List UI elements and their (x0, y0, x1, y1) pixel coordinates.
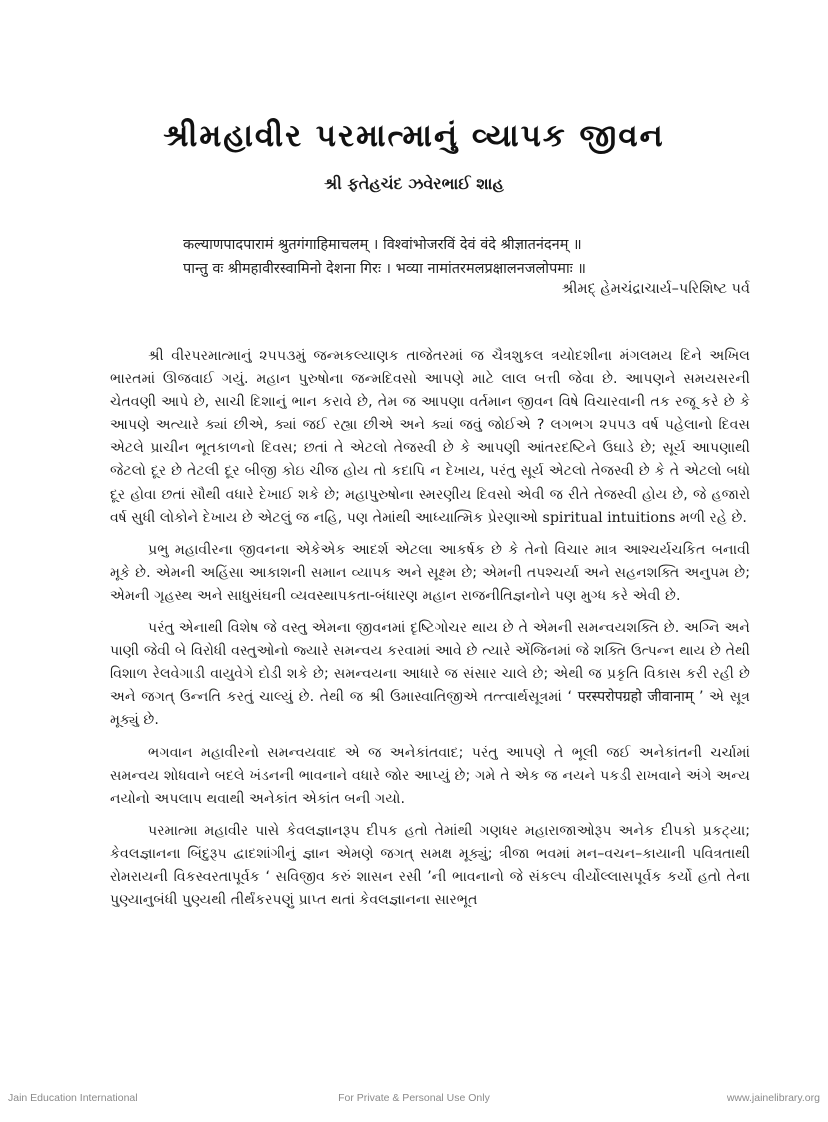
article-title: શ્રીમહાવીર પરમાત્માનું વ્યાપક જીવન (163, 118, 665, 154)
paragraph-1-text: શ્રી વીરપરમાત્માનું ૨૫૫૩મું જન્મકલ્યાણક તાજેતરમાં જ ચૈત્રશુકલ ત્રયોદશીના મંગલમય દિને અખિલ ભારતમાં ઊજવાઈ ગયું. મહાન પુરુષોના જન્મદિવસો આપણે માટે લાલ બત્તી જેવા છે. આપણને સમયસરની ચેતવણી આપે છે, સાચી દિશાનું ભાન કરાવે છે, તેમ જ આપણા વર્તમાન જીવન વિષે વિચારવાની તક રજૂ કરે છે કે આપણે અત્યારે ક્યાં છીએ, ક્યાં જઈ રહ્યા છીએ અને ક્યાં જવું જોઈએ ? લગભગ ૨૫૫૩ વર્ષ પહેલાનો દિવસ એટલે પ્રાચીન ભૂતકાળનો દિવસ; છતાં તે એટલો તેજસ્વી છે કે આપણી આંતરદષ્ટિને ઉઘાડે છે; સૂર્ય આપણાથી જેટલો દૂર છે તેટલી દૂર બીજી કોઇ ચીજ હોય તો કદાપિ ન દેખાય, પરંતુ સૂર્ય એટલો તેજસ્વી છે કે તે એટલો બધો દૂર હોવા છતાં સૌથી વધારે દેખાઈ શકે છે; મહાપુરુષોના સ્મરણીય દિવસો એવી જ રીતે તેજસ્વી હોય છે, જે હજારો વર્ષ સુધી લોકોને દેખાય છે એટલું જ નહિ, પણ તેમાંથી આધ્યાત્મિક પ્રેરણાઓ (110, 348, 750, 526)
paragraph-4: ભગવાન મહાવીરનો સમન્વયવાદ એ જ અનેકાંતવાદ; પરંતુ આપણે તે ભૂલી જઈ અનેકાંતની ચર્ચામાં સમન્વય શોધવાને બદલે ખંડનની ભાવનાને વધારે જોર આપ્યું છે; ગમે તે એક જ નયને પકડી રાખવાને અંગે અન્ય નયોનો અપલાપ થવાથી અનેકાંત એકાંત બની ગયો. (110, 744, 750, 807)
epigraph-line-2: पान्तु वः श्रीमहावीरस्वामिनो देशना गिरः । भव्या नामांतरमलप्रक्षालनजलोपमाः ॥ (183, 261, 586, 277)
article-body (110, 345, 750, 921)
article-author: શ્રી ફતેહચંદ ઝવેરભાઈ શાહ (324, 174, 504, 193)
paragraph-1-english-term: spiritual intuitions (542, 509, 676, 526)
paragraph-5: પરમાત્મા મહાવીર પાસે કેવલજ્ઞાનરૂપ દીપક હતો તેમાંથી ગણધર મહારાજાઓરૂપ અનેક દીપકો પ્રકટ્યા; કેવલજ્ઞાનના બિંદુરૂપ દ્વાદશાંગીનું જ્ઞાન એમણે જગત્ સમક્ષ મૂક્યું; ત્રીજા ભવમાં મન–વચન–કાયાની પવિત્રતાથી રોમરાયની વિકસ્વરતાપૂર્વક ‘ સવિજીવ કરું શાસન રસી ’ની ભાવનાનો જે સંકલ્પ વીર્યોલ્લાસપૂર્વક કર્યો હતો તેના પુણ્યાનુબંધી પુણ્યથી તીર્થંકરપણું પ્રાપ્ત થતાં કેવલજ્ઞાનના સારભૂત (110, 822, 750, 909)
paragraph-2: પ્રભુ મહાવીરના જીવનના એકેએક આદર્શ એટલા આકર્ષક છે કે તેનો વિચાર માત્ર આશ્ચર્યચકિત બનાવી મૂકે છે. એમની અહિંસા આકાશની સમાન વ્યાપક અને સૂક્ષ્મ છે; એમની તપશ્ચર્યા અને સહનશક્તિ અનુપમ છે; એમની ગૃહસ્થ અને સાધુસંઘની વ્યવસ્થાપકતા-બંધારણ મહાન રાજનીતિજ્ઞનોને પણ મુગ્ધ કરે એવી છે. (110, 541, 750, 604)
epigraph-attribution: શ્રીમદ્ હેમચંદ્રાચાર્ય–પરિશિષ્ટ પર્વ (561, 281, 750, 297)
paragraph-1-tail: મળી રહે છે. (675, 509, 747, 526)
epigraph-line-1: कल्याणपादपारामं श्रुतगंगाहिमाचलम् । विश्वांभोजरविं देवं वंदे श्रीज्ञातनंदनम् ॥ (183, 237, 582, 253)
paragraph-1 (110, 345, 750, 530)
footer-usage-notice: For Private & Personal Use Only (338, 1092, 490, 1104)
page-footer (0, 1092, 828, 1112)
paragraph-3: પરંતુ એનાથી વિશેષ જે વસ્તુ એમના જીવનમાં દૃષ્ટિગોચર થાય છે તે એમની સમન્વયશક્તિ છે. અગ્નિ અને પાણી જેવી બે વિરોધી વસ્તુઓનો જ્યારે સમન્વય કરવામાં આવે છે ત્યારે એંજિનમાં જે શક્તિ ઉત્પન્ન થાય છે તેથી વિશાળ રેલવેગાડી વાયુવેગે દોડી શકે છે; સમન્વયના આધારે જ સંસાર ચાલે છે; એથી જ પ્રકૃતિ વિકાસ કરી રહી છે અને જગત્ ઉન્નતિ કરતું ચાલ્યું છે. તેથી જ શ્રી ઉમાસ્વાતિજીએ તત્ત્વાર્થસૂત્રમાં ‘ परस्परोपग्रहो जीवानाम् ’ એ સૂત્ર મૂક્યું છે. (110, 620, 750, 729)
footer-publisher: Jain Education International (8, 1092, 138, 1104)
footer-website-link[interactable]: www.jainelibrary.org (726, 1092, 820, 1104)
